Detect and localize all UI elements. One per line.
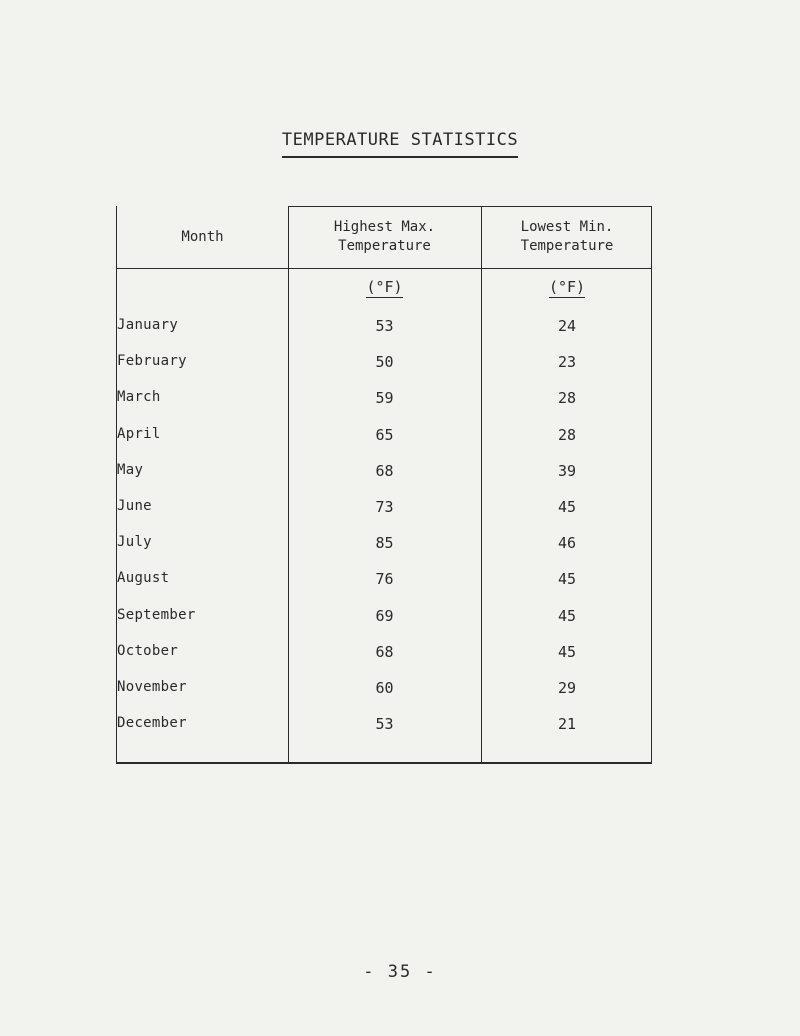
min-cell: 39 xyxy=(557,461,577,480)
max-cell: 69 xyxy=(375,606,394,625)
header-max-line2: Temperature xyxy=(338,238,431,254)
min-cell: 28 xyxy=(557,389,577,408)
month-cell: March xyxy=(117,389,161,406)
month-cell: August xyxy=(117,570,170,587)
page-number: - 35 - xyxy=(363,962,437,982)
max-cell: 68 xyxy=(375,461,394,480)
min-cell: 45 xyxy=(557,606,577,625)
month-cell: November xyxy=(117,678,187,695)
month-cell: June xyxy=(117,497,152,514)
min-cell: 28 xyxy=(557,425,577,444)
table-row xyxy=(117,526,653,562)
min-cell: 29 xyxy=(557,678,577,697)
table-row xyxy=(117,454,653,490)
min-cell: 45 xyxy=(557,570,577,589)
table-row xyxy=(117,562,653,598)
month-cell: September xyxy=(117,606,196,623)
month-cell: May xyxy=(117,461,144,478)
page-title xyxy=(0,130,800,158)
unit-max xyxy=(288,278,481,296)
month-cell: April xyxy=(117,425,161,442)
month-cell: December xyxy=(117,715,187,732)
max-cell: 60 xyxy=(375,678,394,697)
table-row xyxy=(117,599,653,635)
min-cell: 23 xyxy=(557,353,577,372)
header-lowest-min xyxy=(481,206,653,268)
max-cell: 53 xyxy=(375,317,394,335)
month-cell: July xyxy=(117,534,152,551)
month-cell: February xyxy=(117,353,187,370)
table-row xyxy=(117,671,653,707)
unit-min-label: (°F) xyxy=(548,278,586,296)
max-cell: 65 xyxy=(375,425,394,444)
max-cell: 68 xyxy=(375,642,394,661)
header-rule xyxy=(117,268,651,269)
month-cell: October xyxy=(117,642,179,659)
table-row xyxy=(117,490,653,526)
min-cell: 45 xyxy=(557,497,577,516)
unit-max-label: (°F) xyxy=(366,278,403,296)
min-cell: 21 xyxy=(557,715,577,734)
max-cell: 73 xyxy=(375,497,394,516)
max-cell: 85 xyxy=(375,534,394,553)
header-month-label: Month xyxy=(181,228,224,245)
header-max-line1: Highest Max. xyxy=(333,219,436,235)
header-min-line2: Temperature xyxy=(520,238,614,254)
month-cell: January xyxy=(117,317,179,333)
min-cell: 46 xyxy=(557,534,577,553)
max-cell: 59 xyxy=(375,389,394,408)
header-min-line1: Lowest Min. xyxy=(520,219,614,235)
table-row xyxy=(117,345,653,381)
unit-min xyxy=(481,278,653,296)
min-cell: 24 xyxy=(557,317,577,335)
temperature-table xyxy=(116,206,652,764)
table-body xyxy=(117,309,653,743)
max-cell: 53 xyxy=(375,715,394,734)
table-row xyxy=(117,418,653,454)
max-cell: 76 xyxy=(375,570,394,589)
min-cell: 45 xyxy=(557,642,577,661)
table-row xyxy=(117,707,653,743)
page-title-text: TEMPERATURE STATISTICS xyxy=(282,130,518,158)
header-month xyxy=(117,206,288,268)
header-highest-max xyxy=(288,206,481,268)
max-cell: 50 xyxy=(375,353,394,372)
table-row xyxy=(117,381,653,417)
table-row xyxy=(117,309,653,345)
table-row xyxy=(117,635,653,671)
